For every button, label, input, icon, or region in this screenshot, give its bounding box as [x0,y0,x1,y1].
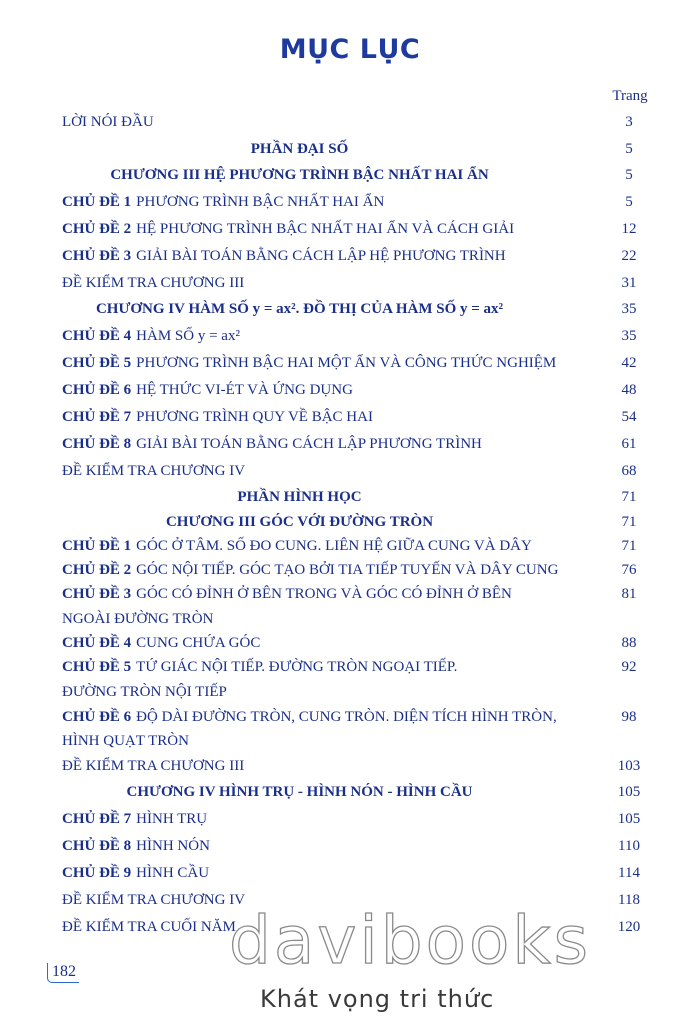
entry-label: CHỦ ĐỀ 3 [62,248,132,264]
toc-entry [62,246,637,266]
entry-page: 31 [621,275,637,291]
entry-page: 110 [618,838,640,854]
entry-text: GIẢI BÀI TOÁN BẰNG CÁCH LẬP PHƯƠNG TRÌNH [136,436,482,452]
entry-label: CHỦ ĐỀ 3 [62,586,132,602]
entry-page: 61 [621,436,637,452]
part-heading [62,139,633,159]
page-number: 182 [47,963,79,983]
toc-entry [62,326,637,346]
part-heading [62,487,637,507]
entry-text: CUNG CHỨA GÓC [136,635,261,651]
entry-page: 71 [621,489,637,505]
entry-text: GIẢI BÀI TOÁN BẰNG CÁCH LẬP HỆ PHƯƠNG TRÌNH [136,248,506,264]
toc-entry [62,536,637,556]
entry-page: 42 [621,355,637,371]
chapter-heading [62,165,633,185]
entry-page: 88 [621,635,637,651]
toc-entry [62,809,641,829]
toc-entry [62,584,637,604]
entry-text: ĐƯỜNG TRÒN NỘI TIẾP [62,684,227,700]
entry-page: 71 [621,514,637,530]
entry-text: HÀM SỐ y = ax² [136,328,240,344]
entry-page: 103 [617,758,641,774]
entry-text: PHẦN ĐẠI SỐ [250,141,349,157]
chapter-heading [62,782,641,802]
page-title: MỤC LỤC [279,34,421,65]
entry-label: CHỦ ĐỀ 6 [62,382,132,398]
toc-entry [62,756,641,776]
entry-label: CHỦ ĐỀ 2 [62,221,132,237]
toc-entry [62,707,637,727]
entry-page: 5 [625,194,633,210]
entry-text: ĐỘ DÀI ĐƯỜNG TRÒN, CUNG TRÒN. DIỆN TÍCH HÌNH TRÒN, [136,709,557,725]
entry-text: PHƯƠNG TRÌNH BẬC HAI MỘT ẨN VÀ CÔNG THỨC NGHIỆM [136,355,557,371]
entry-text: PHƯƠNG TRÌNH QUY VỀ BẬC HAI [136,409,373,425]
toc-entry [62,836,640,856]
toc-entry [62,192,637,212]
chapter-heading [62,299,637,319]
entry-page: 54 [621,409,637,425]
entry-text: HÌNH NÓN [136,838,210,854]
entry-label: CHỦ ĐỀ 8 [62,838,132,854]
entry-label: CHỦ ĐỀ 7 [62,811,132,827]
toc-entry [62,863,640,883]
toc-entry [62,380,637,400]
entry-text: NGOÀI ĐƯỜNG TRÒN [62,611,214,627]
entry-text: GÓC CÓ ĐỈNH Ở BÊN TRONG VÀ GÓC CÓ ĐỈNH Ở BÊN [136,586,512,602]
entry-text: CHƯƠNG III HỆ PHƯƠNG TRÌNH BẬC NHẤT HAI ẨN [110,167,489,183]
toc-entry [62,353,637,373]
toc-entry-continuation [62,731,637,751]
entry-text: PHƯƠNG TRÌNH BẬC NHẤT HAI ẨN [136,194,385,210]
entry-text: PHẦN HÌNH HỌC [237,489,362,505]
page-column-header: Trang [612,88,648,104]
entry-label: CHỦ ĐỀ 6 [62,709,132,725]
toc-entry [62,633,637,653]
entry-text: HÌNH CẦU [136,865,210,881]
entry-page: 76 [621,562,637,578]
entry-page: 71 [621,538,637,554]
entry-page: 12 [621,221,637,237]
entry-text: HÌNH TRỤ [136,811,208,827]
entry-page: 22 [621,248,637,264]
toc-entry [62,219,637,239]
entry-page: 35 [621,328,637,344]
entry-page: 81 [621,586,637,602]
entry-label: CHỦ ĐỀ 1 [62,194,132,210]
entry-text: HÌNH QUẠT TRÒN [62,733,189,749]
entry-text: CHƯƠNG IV HÌNH TRỤ - HÌNH NÓN - HÌNH CẦU [126,784,473,800]
entry-text: ĐỀ KIỂM TRA CHƯƠNG IV [62,463,246,479]
entry-text: ĐỀ KIỂM TRA CHƯƠNG III [62,275,245,291]
entry-label: CHỦ ĐỀ 4 [62,635,132,651]
chapter-heading [62,512,637,532]
entry-text: LỜI NÓI ĐẦU [62,114,154,130]
entry-page: 5 [625,141,633,157]
entry-text: GÓC Ở TÂM. SỐ ĐO CUNG. LIÊN HỆ GIỮA CUNG VÀ DÂY [136,538,532,554]
entry-page: 35 [621,301,637,317]
toc-entry-continuation [62,609,637,629]
entry-page: 105 [617,784,641,800]
entry-page: 105 [617,811,641,827]
entry-page: 5 [625,167,633,183]
watermark-logo: davibooks [229,902,591,979]
entry-label: CHỦ ĐỀ 1 [62,538,132,554]
entry-page: 68 [621,463,637,479]
toc-entry [62,407,637,427]
entry-label: CHỦ ĐỀ 5 [62,659,132,675]
entry-page: 92 [621,659,637,675]
entry-page: 98 [621,709,637,725]
toc-entry-continuation [62,682,637,702]
entry-label: CHỦ ĐỀ 8 [62,436,132,452]
entry-text: ĐỀ KIỂM TRA CHƯƠNG IV [62,892,246,908]
entry-page: 3 [625,114,633,130]
toc-entry [62,273,637,293]
entry-label: CHỦ ĐỀ 4 [62,328,132,344]
entry-page: 48 [621,382,637,398]
entry-label: CHỦ ĐỀ 5 [62,355,132,371]
entry-label: CHỦ ĐỀ 7 [62,409,132,425]
entry-text: HỆ PHƯƠNG TRÌNH BẬC NHẤT HAI ẨN VÀ CÁCH GIẢI [136,221,515,237]
toc-entry [62,461,637,481]
entry-page: 120 [617,919,641,935]
entry-text: TỨ GIÁC NỘI TIẾP. ĐƯỜNG TRÒN NGOẠI TIẾP. [136,659,458,675]
entry-text: ĐỀ KIỂM TRA CHƯƠNG III [62,758,245,774]
toc-entry [62,434,637,454]
entry-text: CHƯƠNG IV HÀM SỐ y = ax². ĐỒ THỊ CỦA HÀM SỐ y = ax² [95,301,504,317]
entry-text: ĐỀ KIỂM TRA CUỐI NĂM [62,919,236,935]
toc-entry [62,112,637,132]
entry-text: CHƯƠNG III GÓC VỚI ĐƯỜNG TRÒN [165,514,434,530]
watermark-slogan: Khát vọng tri thức [260,985,495,1013]
entry-label: CHỦ ĐỀ 9 [62,865,132,881]
entry-label: CHỦ ĐỀ 2 [62,562,132,578]
entry-page: 118 [618,892,640,908]
toc-entry [62,560,637,580]
entry-text: GÓC NỘI TIẾP. GÓC TẠO BỞI TIA TIẾP TUYẾN VÀ DÂY CUNG [136,562,559,578]
entry-page: 114 [618,865,640,881]
entry-text: HỆ THỨC VI-ÉT VÀ ỨNG DỤNG [136,382,353,398]
toc-entry [62,657,637,677]
